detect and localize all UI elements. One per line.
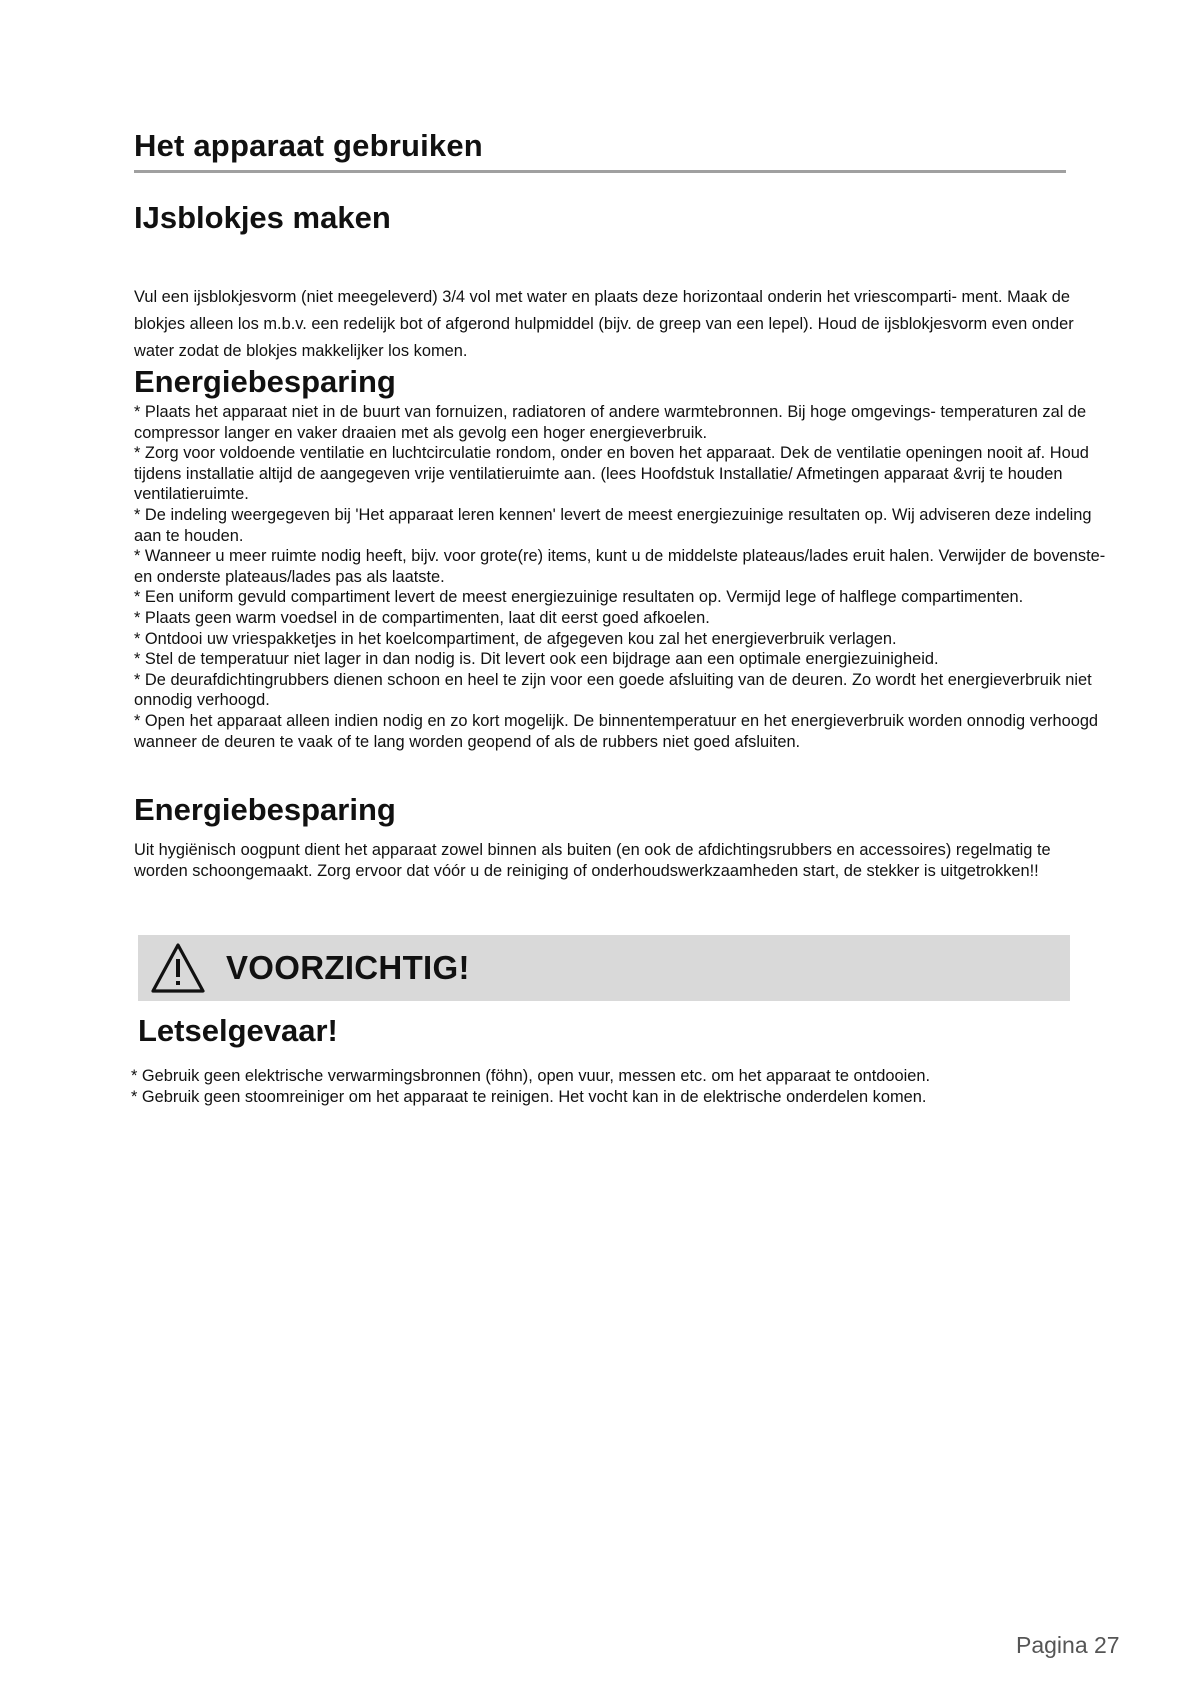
energy-tip: * Plaats geen warm voedsel in de compartimenten, laat dit eerst goed afkoelen. [134,608,710,627]
warning-triangle-icon [150,942,206,994]
energy-tip: * Een uniform gevuld compartiment levert de meest energiezuinige resultaten op. Vermijd lege of halflege compartimenten. [134,588,1024,607]
warning-title: VOORZICHTIG! [226,949,470,986]
injury-item: * Gebruik geen stoomreiniger om het apparaat te reinigen. Het vocht kan in de elektrische onderdelen komen. [131,1088,927,1106]
energy-tip: * Open het apparaat alleen indien nodig en zo kort mogelijk. De binnentemperatuur en het energieverbruik worden onnodig verhoogd wanneer de deuren te vaak of te lang worden geopend of als de rubbers niet goed afsluiten. [134,711,1099,751]
cleaning-paragraph: Uit hygiënisch oogpunt dient het apparaat zowel binnen als buiten (en ook de afdichtingsrubbers en accessoires) regelmatig te worden schoongemaakt. Zorg ervoor dat vóór u de reiniging of onderhoudswerkzaamheden start, de stekker is uitgetrokken!! [134,841,1051,880]
injury-item: * Gebruik geen elektrische verwarmingsbronnen (föhn), open vuur, messen etc. om het apparaat te ontdooien. [131,1067,931,1085]
injury-list [131,1066,1111,1108]
energy-tip: * De deurafdichtingrubbers dienen schoon en heel te zijn voor een goede afsluiting van de deuren. Zo wordt het energieverbruik niet onnodig verhoogd. [134,670,1092,710]
energy-tip: * Stel de temperatuur niet lager in dan nodig is. Dit levert ook een bijdrage aan een optimale energiezuinigheid. [134,650,939,669]
ice-heading: IJsblokjes maken [134,200,391,235]
title-divider [134,170,1066,173]
cleaning-heading: Energiebesparing [134,792,396,827]
energy-tip: * Ontdooi uw vriespakketjes in het koelcompartiment, de afgegeven kou zal het energieverbruik verlagen. [134,629,897,648]
energy-tip: * De indeling weergegeven bij 'Het apparaat leren kennen' levert de meest energiezuinige resultaten op. Wij adviseren deze indeling aan te houden. [134,505,1092,545]
energy-heading: Energiebesparing [134,364,396,399]
injury-heading: Letselgevaar! [138,1013,338,1048]
warning-banner [138,935,1070,1001]
page-number: Pagina 27 [1016,1632,1120,1658]
energy-tip: * Wanneer u meer ruimte nodig heeft, bijv. voor grote(re) items, kunt u de middelste plateaus/lades eruit halen. Verwijder de bovenste- en onderste plateaus/lades pas als laatste. [134,547,1106,586]
energy-tip: * Zorg voor voldoende ventilatie en luchtcirculatie rondom, onder en boven het apparaat. Dek de ventilatie openingen nooit af. Houd tijdens installatie altijd de aangegeven vrije ventilatieruimte aan. (lees Hoofdstuk Installatie/ Afmetingen apparaat &vrij te houden ventilatieruimte. [134,444,1089,504]
page-title: Het apparaat gebruiken [134,128,483,163]
energy-tips-list [134,402,1114,752]
ice-paragraph: Vul een ijsblokjesvorm (niet meegeleverd) 3/4 vol met water en plaats deze horizontaal onderin het vriescomparti- ment. Maak de blokjes alleen los m.b.v. een redelijk bot of afgerond hulpmiddel (bijv. de greep van een lepel). Houd de ijsblokjesvorm even onder water zodat de blokjes makkelijker los komen. [134,288,1074,360]
energy-tip: * Plaats het apparaat niet in de buurt van fornuizen, radiatoren of andere warmtebronnen. Bij hoge omgevings- temperaturen zal de compressor langer en vaker draaien met als gevolg een hoger energieverbruik. [134,403,1087,442]
